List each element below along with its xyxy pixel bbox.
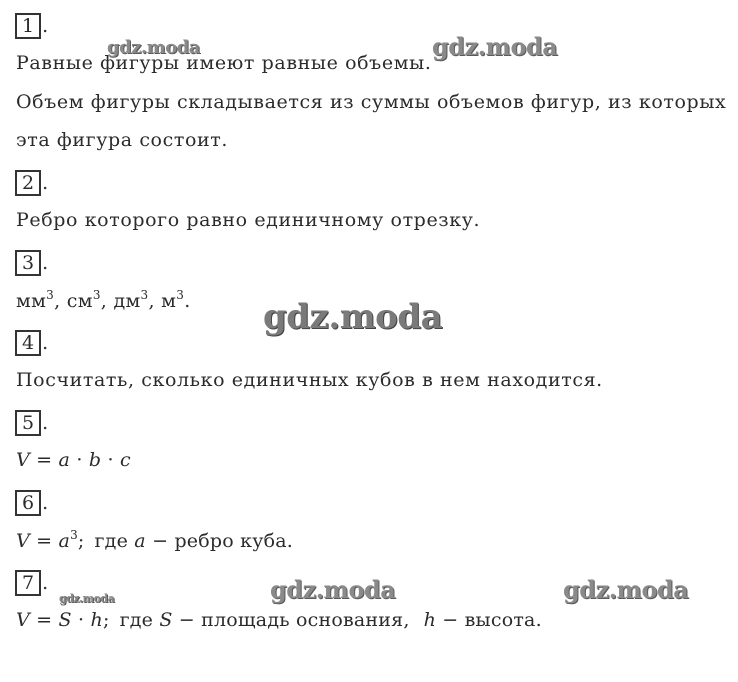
text-line: Ребро которого равно единичному отрезку. — [16, 209, 481, 231]
section-number-3: 3 . — [15, 250, 48, 276]
watermark: gdz.moda — [59, 592, 115, 605]
section-number-4: 4 . — [15, 330, 48, 356]
formula-volume-box: V = a · b · c — [16, 449, 131, 471]
formula-volume-prism: V = S · h; где S − площадь основания, h − высота. — [16, 609, 542, 631]
watermark: gdz.moda — [263, 297, 443, 337]
text-line: эта фигура состоит. — [16, 129, 229, 151]
units-line: $мм^3$, $см^3$, $дм^3$, $м^3$. — [16, 288, 191, 312]
watermark: gdz.moda — [432, 32, 558, 61]
watermark: gdz.moda — [270, 575, 396, 604]
section-number-7: 7 . — [15, 570, 48, 596]
formula-volume-cube: $V = a^3$; где a − ребро куба. — [16, 528, 293, 552]
text-line: Равные фигуры имеют равные объемы. — [16, 52, 432, 74]
watermark: gdz.moda — [107, 37, 200, 58]
section-number-5: 5 . — [15, 410, 48, 436]
text-line: Посчитать, сколько единичных кубов в нем находится. — [16, 369, 603, 391]
section-number-6: 6 . — [15, 490, 48, 516]
watermark: gdz.moda — [563, 575, 689, 604]
section-number-1: 1 . — [15, 13, 48, 39]
text-line: Объем фигуры складывается из суммы объемов фигур, из которых — [16, 91, 727, 113]
section-number-2: 2 . — [15, 170, 48, 196]
